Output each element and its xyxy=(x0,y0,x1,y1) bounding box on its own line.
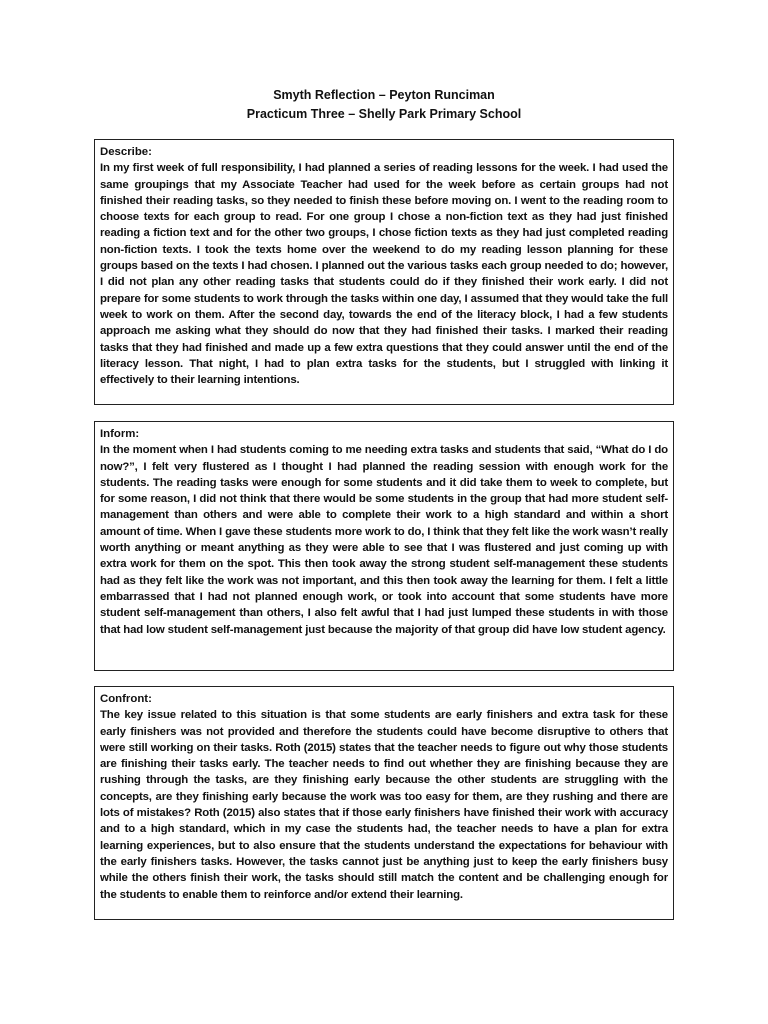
confront-heading: Confront: xyxy=(100,693,152,705)
confront-section xyxy=(94,686,674,920)
inform-section xyxy=(94,421,674,671)
inform-heading: Inform: xyxy=(100,428,140,440)
document-title: Smyth Reflection – Peyton Runciman xyxy=(273,88,495,102)
document-subtitle: Practicum Three – Shelly Park Primary School xyxy=(246,107,522,121)
describe-section xyxy=(94,139,674,405)
confront-body: The key issue related to this situation is that some students are early finishers and extra task for these early finishers was not provided and therefore the students could have become disruptive to others that were still working on their tasks. Roth (2015) states that the teacher needs to figure out why those students are finishing their tasks early. The teacher needs to find out whether they are finishing because they are rushing through the tasks, are they finishing early because the other students are struggling with the concepts, are they finishing early because the work was too easy for them, are they rushing and there are lots of mistakes? Roth (2015) also states that if those early finishers have finished their work with accuracy and to a high standard, which in my case the students had, the teacher needs to have a plan for extra learning experiences, but to also ensure that the students understand the expectations for behaviour with the early finishers tasks. However, the tasks cannot just be anything just to keep the early finishers busy while the others finish their work, the tasks should still match the content and be challenging enough for the students to enable them to reinforce and/or extend their learning. xyxy=(100,709,668,901)
inform-body: In the moment when I had students coming to me needing extra tasks and students that said, “What do I do now?”, I felt very flustered as I thought I had planned the reading session with enough work for the students. The reading tasks were enough for some students and it did take them to week to complete, but for some reason, I did not think that there would be some students in the group that had more student self-management than others and were able to complete their work to a high standard and within a short amount of time. When I gave these students more work to do, I think that they felt like the work wasn’t really worth anything or meant anything as they were able to see that I was flustered and just coming up with extra work for them on the spot. This then took away the strong student self-management these students had as they felt like the work was not important, and this then took away the learning for them. I felt a little embarrassed that I had not planned enough work, or took into account that some students have more student self-management than others, I also felt awful that I had just lumped these students in with those that had low student self-management just because the majority of that group did have low student agency. xyxy=(100,444,668,636)
describe-heading: Describe: xyxy=(100,146,152,158)
describe-body: In my first week of full responsibility, I had planned a series of reading lessons for the week. I had used the same groupings that my Associate Teacher had used for the week before as certain groups had not finished their reading tasks, so they needed to finish these before moving on. I went to the reading room to choose texts for each group to read. For one group I chose a non-fiction text as they had just finished reading a fiction text and for the other two groups, I chose fiction texts as they had just completed reading non-fiction texts. I took the texts home over the weekend to do my reading lesson planning for these groups based on the texts I had chosen. I planned out the various tasks each group needed to do; however, I did not plan any other reading tasks that students could do if they finished their work early. I did not prepare for some students to work through the tasks within one day, I assumed that they would take the full week to work on them. After the second day, towards the end of the literacy block, I had a few students approach me asking what they should do now that they had finished their tasks. I marked their reading tasks that they had finished and made up a few extra questions that they could answer until the end of the literacy lesson. That night, I had to plan extra tasks for the students, but I struggled with linking it effectively to their learning intentions. xyxy=(100,162,668,387)
